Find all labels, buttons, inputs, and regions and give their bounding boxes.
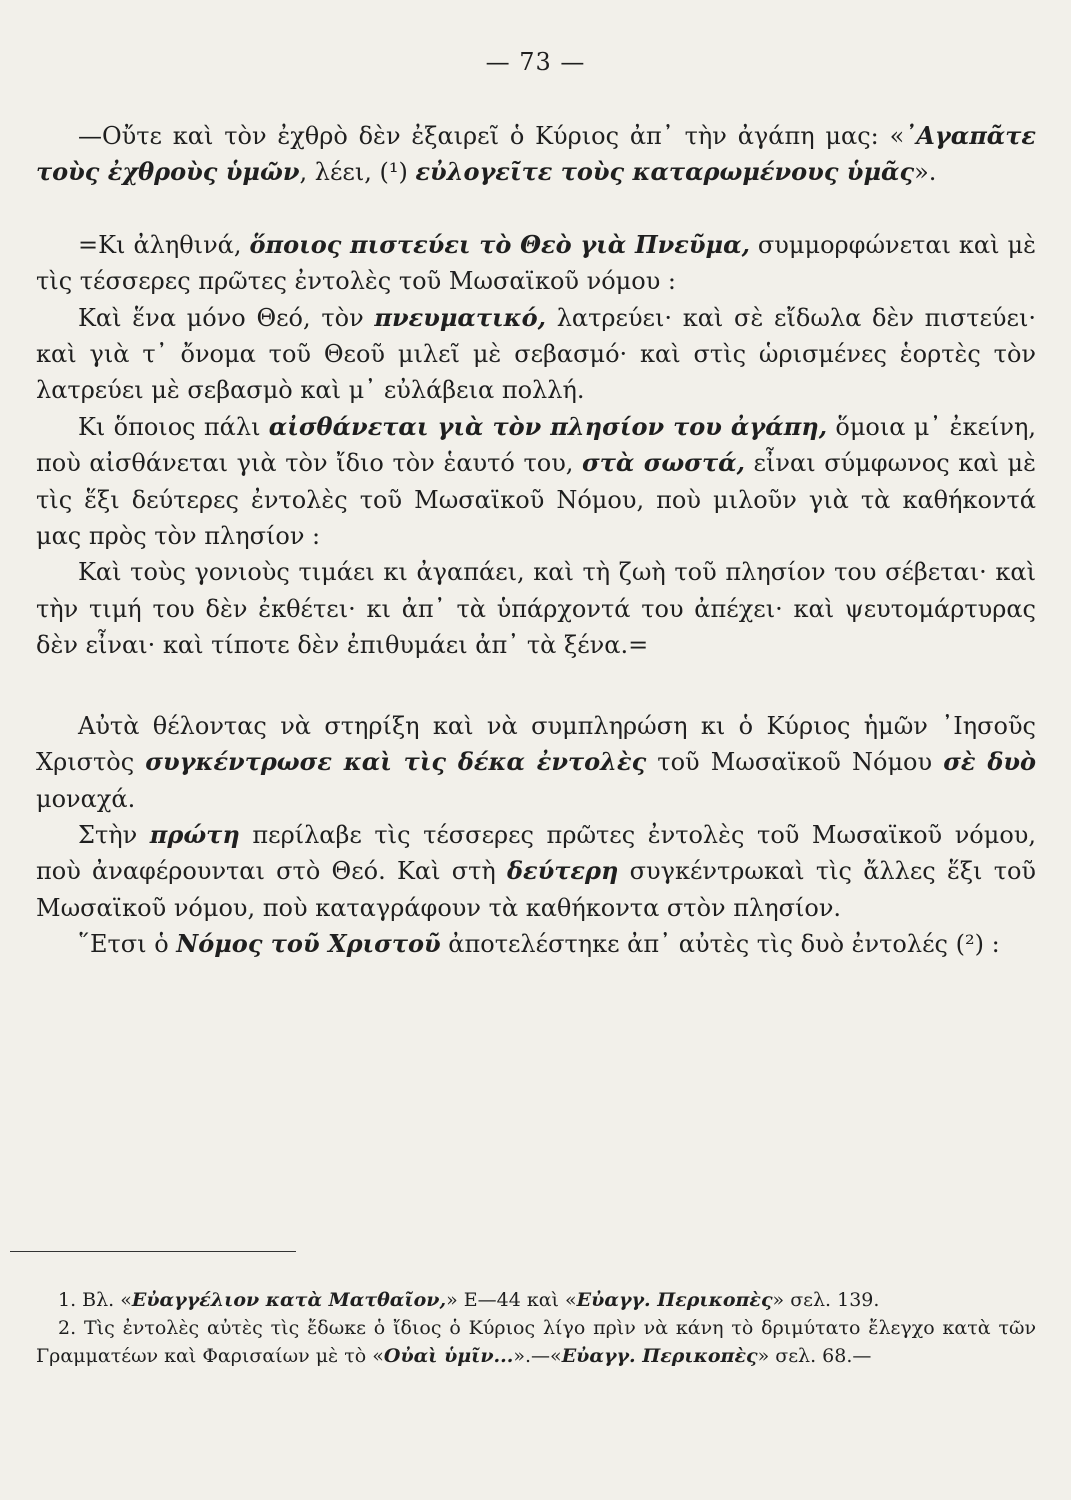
emphasized-text: πρώτη [149, 819, 240, 849]
text-run: 2. Τὶς ἐντολὲς αὐτὲς τὶς ἔδωκε ὁ ἴδιος ὁ Κύριος λίγο πρὶν νὰ κάνη τὸ δριμύτατο ἔλεγχο κατὰ τῶν Γραμματέων καὶ Φαρισαίων μὲ τὸ « [36, 1317, 1036, 1367]
page-number: — 73 — [485, 48, 586, 76]
text-run: ὅμοια μ᾽ ἐκείνη, ποὺ αἰσθάνεται γιὰ τὸν ἴδιο τὸν ἑαυτό του, [36, 412, 1036, 478]
text-run: —Οὔτε καὶ τὸν ἐχθρὸ δὲν ἐξαιρεῖ ὁ Κύριος ἀπ᾽ τὴν ἀγάπη μας: « [78, 122, 905, 150]
emphasized-text: εὐλογεῖτε τοὺς καταρωμένους ὑμᾶς [415, 157, 915, 187]
emphasized-text: Εὐαγγ. Περικοπὲς [576, 1289, 773, 1311]
text-run: συγκέντρωκαὶ τὶς ἄλλες ἕξι τοῦ Μωσαϊκοῦ νόμου, ποὺ καταγράφουν τὰ καθήκοντα στὸν πλησίον. [36, 857, 1037, 922]
text-run: Καὶ ἕνα μόνο Θεό, τὸν [78, 303, 375, 332]
emphasized-text: συγκέντρωσε καὶ τὶς δέκα ἐντολὲς [145, 747, 647, 777]
paragraph [36, 300, 1036, 409]
text-run: περίλαβε τὶς τέσσερες πρῶτες ἐντολὲς τοῦ Μωσαϊκοῦ νόμου, ποὺ ἀναφέρουνται στὸ Θεό. Καὶ στὴ [36, 820, 1036, 886]
text-run: ῞Ετσι ὁ [78, 930, 177, 959]
emphasized-text: σὲ δυὸ [943, 747, 1036, 777]
footnotes [36, 1286, 1036, 1370]
emphasized-text: Εὐαγγ. Περικοπὲς [561, 1345, 758, 1367]
text-run: , λέει, (¹) [299, 158, 416, 187]
main-text [36, 118, 1036, 963]
paragraph [36, 554, 1036, 663]
text-run: » Ε—44 καὶ « [446, 1289, 577, 1311]
footnote-divider [10, 1251, 296, 1252]
text-run: 1. Βλ. « [58, 1289, 132, 1311]
text-run: ». [914, 158, 937, 187]
emphasized-text: στὰ σωστά, [582, 448, 745, 478]
text-run: ».—« [513, 1345, 562, 1367]
emphasized-text: δεύτερη [507, 856, 619, 886]
text-run: Στὴν [78, 820, 150, 849]
footnote [36, 1314, 1036, 1370]
text-run: » σελ. 139. [772, 1289, 880, 1311]
footnote [36, 1286, 1036, 1314]
paragraph [36, 708, 1036, 817]
text-run: μοναχά. [36, 784, 136, 813]
text-run: εἶναι σύμφωνος καὶ μὲ τὶς ἕξι δεύτερες ἐντολὲς τοῦ Μωσαϊκοῦ Νόμου, ποὺ μιλοῦν γιὰ τὰ καθήκοντά μας πρὸς τὸν πλησίον : [36, 449, 1037, 551]
paragraph [36, 227, 1036, 300]
text-run: Αὐτὰ θέλοντας νὰ στηρίξη καὶ νὰ συμπληρώση κι ὁ Κύριος ἡμῶν ᾽Ιησοῦς Χριστὸς [36, 711, 1036, 777]
text-run: Κι ὅποιος πάλι [78, 412, 269, 441]
emphasized-text: Νόμος τοῦ Χριστοῦ [176, 929, 441, 959]
paragraph [36, 409, 1036, 555]
emphasized-text: Οὐαὶ ὑμῖν... [383, 1345, 514, 1367]
emphasized-text: αἰσθάνεται γιὰ τὸν πλησίον του ἀγάπη, [268, 411, 828, 441]
paragraph [36, 926, 1036, 962]
text-run: λατρεύει· καὶ σὲ εἴδωλα δὲν πιστεύει· καὶ γιὰ τ᾽ ὄνομα τοῦ Θεοῦ μιλεῖ μὲ σεβασμό· καὶ στὶς ὡρισμένες ἑορτὲς τὸν λατρεύει μὲ σεβασμὸ καὶ μ᾽ εὐλάβεια πολλή. [36, 303, 1036, 405]
emphasized-text: ᾽Αγαπᾶτε τοὺς ἐχθροὺς ὑμῶν [36, 121, 1036, 187]
emphasized-text: Εὐαγγέλιον κατὰ Ματθαῖον, [131, 1289, 447, 1311]
emphasized-text: πνευματικό, [374, 302, 546, 332]
paragraph [36, 118, 1036, 191]
text-run: ἀποτελέστηκε ἀπ᾽ αὐτὲς τὶς δυὸ ἐντολές (²) : [440, 930, 1000, 959]
text-run: =Κι ἀληθινά, [78, 230, 250, 259]
text-run: » σελ. 68.— [757, 1345, 872, 1367]
text-run: Καὶ τοὺς γονιοὺς τιμάει κι ἀγαπάει, καὶ τὴ ζωὴ τοῦ πλησίον του σέβεται· καὶ τὴν τιμή του δὲν ἐκθέτει· κι ἀπ᾽ τὰ ὑπάρχοντά του ἀπέχει· καὶ ψευτομάρτυρας δὲν εἶναι· καὶ τίποτε δὲν ἐπιθυμάει ἀπ᾽ τὰ ξένα.= [36, 558, 1036, 660]
text-run: τοῦ Μωσαϊκοῦ Νόμου [646, 748, 944, 777]
emphasized-text: ὅποιος πιστεύει τὸ Θεὸ γιὰ Πνεῦμα, [249, 229, 750, 259]
paragraph [36, 817, 1036, 926]
text-run: συμμορφώνεται καὶ μὲ τὶς τέσσερες πρῶτες ἐντολὲς τοῦ Μωσαϊκοῦ νόμου : [36, 230, 1036, 296]
